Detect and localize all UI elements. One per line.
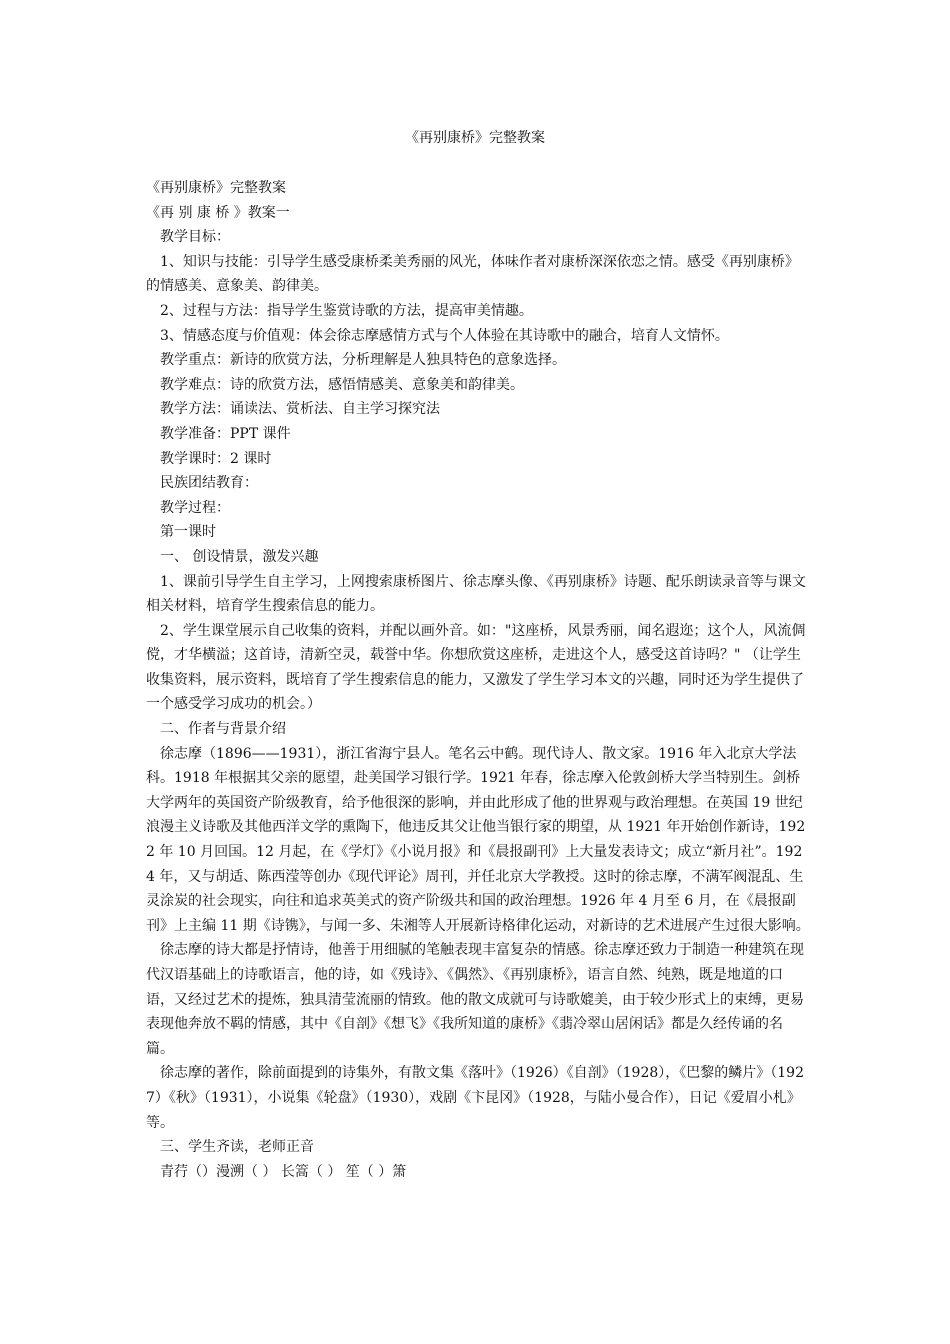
document-paragraph: 1、课前引导学生自主学习，上网搜索康桥图片、徐志摩头像、《再别康桥》诗题、配乐朗读录音等与课文相关材料，培育学生搜索信息的能力。 <box>146 573 806 615</box>
document-paragraph: 教学目标： <box>160 229 230 246</box>
document-paragraph: 教学难点：诗的欣赏方法，感悟情感美、意象美和韵律美。 <box>160 376 524 393</box>
document-paragraph: 徐志摩的诗大都是抒情诗，他善于用细腻的笔触表现丰富复杂的情感。徐志摩还致力于制造一种建筑在现代汉语基础上的诗歌语言，他的诗，如《残诗》、《偶然》、《再别康桥》，语言自然、纯熟，既是地道的口语，又经过艺术的提炼，独具清莹流丽的情致。他的散文成就可与诗歌媲美，由于较少形式上的束缚，更易表现他奔放不羁的情感，其中《自剖》《想飞》《我所知道的康桥》《翡冷翠山居闲话》都是久经传诵的名篇。 <box>146 942 804 1057</box>
document-paragraph: 《再 别 康 桥 》教案一 <box>146 204 290 221</box>
document-paragraph: 教学课时：2 课时 <box>160 450 272 467</box>
document-body <box>146 176 810 1184</box>
document-paragraph: 2、学生课堂展示自己收集的资料，并配以画外音。如："这座桥，风景秀丽，闻名遐迩；这个人，风流倜傥，才华横溢；这首诗，清新空灵，载誉中华。你想欣赏这座桥，走进这个人，感受这首诗吗？" （让学生收集资料，展示资料，既培育了学生搜索信息的能力，又激发了学生学习本文的兴趣，同时还为学生提供了一个感受学习成功的机会。） <box>146 622 806 713</box>
document-paragraph: 3、情感态度与价值观：体会徐志摩感情方式与个人体验在其诗歌中的融合，培育人文情怀。 <box>160 327 729 344</box>
document-paragraph: 徐志摩的著作，除前面提到的诗集外，有散文集《落叶》（1926）《自剖》（1928），《巴黎的鳞片》（1927）《秋》（1931），小说集《轮盘》（1930），戏剧《卞昆冈》（1928，与陆小曼合作），日记《爱眉小札》等。 <box>146 1065 804 1131</box>
document-paragraph: 教学过程： <box>160 499 230 516</box>
document-title: 《再别康桥》完整教案 <box>405 130 545 146</box>
document-paragraph: 教学方法：诵读法、赏析法、自主学习探究法 <box>160 401 440 418</box>
document-paragraph: 1、知识与技能：引导学生感受康桥柔美秀丽的风光，体味作者对康桥深深依恋之情。感受《再别康桥》的情感美、意象美、韵律美。 <box>146 253 799 295</box>
document-paragraph: 民族团结教育： <box>160 475 258 492</box>
document-paragraph: 2、过程与方法：指导学生鉴赏诗歌的方法，提高审美情趣。 <box>160 302 533 319</box>
document-paragraph: 《再别康桥》完整教案 <box>146 180 286 196</box>
document-paragraph: 第一课时 <box>160 524 216 541</box>
document-paragraph: 教学重点：新诗的欣赏方法，分析理解是人独具特色的意象选择。 <box>160 352 566 369</box>
document-paragraph: 三、学生齐读，老师正音 <box>160 1139 314 1156</box>
document-paragraph: 青荇（）漫溯（ ） 长篙（ ） 笙（ ）箫 <box>160 1163 407 1180</box>
document-paragraph: 徐志摩（1896——1931），浙江省海宁县人。笔名云中鹤。现代诗人、散文家。1916 年入北京大学法科。1918 年根据其父亲的愿望，赴美国学习银行学。1921 年春，徐志摩入伦敦剑桥大学当特别生。剑桥大学两年的英国资产阶级教育，给予他很深的影响，并由此形成了他的世界观与政治理想。在英国 19 世纪浪漫主义诗歌及其他西洋文学的熏陶下，他违反其父让他当银行家的期望，从 1921 年开始创作新诗，1922 年 10 月回国。12 月起，在《学灯》《小说月报》和《晨报副刊》上大量发表诗文；成立“新月社”。1924 年，又与胡适、陈西滢等创办《现代评论》周刊，并任北京大学教授。这时的徐志摩，不满军阀混乱、生灵涂炭的社会现实，向往和追求英美式的资产阶级共和国的政治理想。1926 年 4 月至 6 月，在《晨报副刊》上主编 11 期《诗镌》，与闻一多、朱湘等人开展新诗格律化运动，对新诗的艺术进展产生过很大影响。 <box>146 745 810 934</box>
document-paragraph: 二、作者与背景介绍 <box>160 721 286 738</box>
document-paragraph: 教学准备：PPT 课件 <box>160 425 291 442</box>
document-paragraph: 一、 创设情景，激发兴趣 <box>160 548 319 565</box>
